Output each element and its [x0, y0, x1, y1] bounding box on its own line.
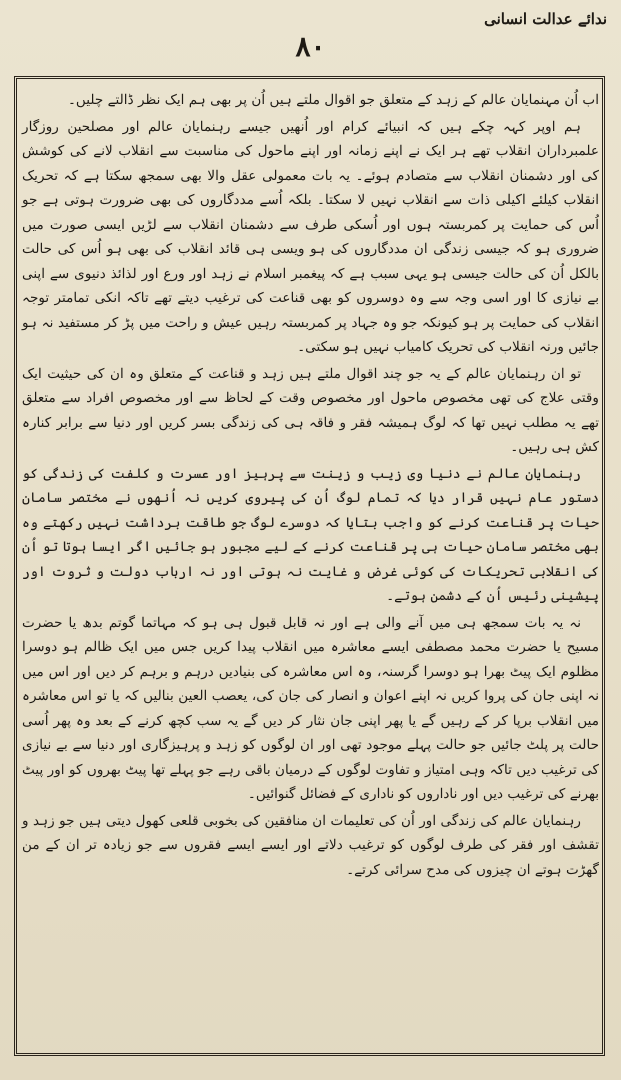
running-title: ندائے عدالت انسانی: [484, 10, 607, 28]
body-text: [22, 88, 599, 1048]
page-number: ۸۰: [295, 29, 326, 63]
paragraph-3: تو ان رہنمایان عالم کے یہ جو چند اقوال ملتے ہیں زہد و قناعت کے متعلق وہ ان کی حیثیت ایک وقتی علاج کی تھی مخصوص ماحول اور مخصوص وقت کے لحاظ سے اور مخصوص افراد سے متعلق تھے یہ مطلب نہیں تھا کہ لوگ ہمیشہ فقر و فاقہ ہی کی زندگی بسر کریں اور دنیا سے برابر کنارہ کش ہی رہیں۔: [22, 365, 599, 455]
paragraph-5: نہ یہ بات سمجھ ہی میں آنے والی ہے اور نہ قابل قبول ہی ہو کہ مہاتما گوتم بدھ یا حضرت مسیح یا حضرت محمد مصطفی ایسے معاشرہ میں انقلاب پیدا کریں جس میں ایک ظالم ہو دوسرا مظلوم ایک پیٹ بھرا ہو دوسرا گرسنہ، وہ اس معاشرہ کی بنیادیں درہم و برہم کر دیں اور اس میں نہ اپنی جان کی پروا کریں نہ اپنے اعوان و انصار کی جان کی، یعصب العین بنالیں کہ یا تو اس معاشرہ میں انقلاب برپا کر کے رہیں گے یا پھر اپنی جان نثار کر دیں گے یہ سب کچھ کرنے کے بعد وہ پھر اُسی حالت پر پلٹ جائیں جو حالت پہلے موجود تھی اور ان لوگوں کو زہد و پرہیزگاری اور دنیا سے بے نیازی کی ترغیب دیں تاکہ وہی امتیاز و تفاوت لوگوں کے درمیان باقی رہے جو پہلے تھا پیٹ بھروں کو اور پیٹ بھرنے کی ترغیب دیں اور ناداروں کو ناداری کے فضائل گنوائیں۔: [22, 614, 599, 802]
paragraph-1: اب اُن مہنمایان عالم کے زہد کے متعلق جو اقوال ملتے ہیں اُن پر بھی ہم ایک نظر ڈالتے چلیں۔: [67, 92, 599, 108]
paragraph-4: رہنمایان عالم نے دنیا وی زیب و زینت سے پرہیز اور عسرت و کلفت کی زندگی کو دستور عام نہیں قرار دیا کہ تمام لوگ اُن کی پیروی کریں نہ اُنھوں نے مختصر سامان حیات پر قناعت کرنے کو واجب بتایا کہ دوسرے لوگ جو طاقت برداشت نہیں رکھتے وہ بھی مختصر سامان حیات ہی پر قناعت کرنے کے لیے مجبور ہو جائیں اگر ایسا ہوتا تو اُن کی انقلابی تحریکات کی کوئی غرض و غایت نہ ہوتی اور نہ ارباب دولت و ثروت اور پیشینی رئیس اُن کے دشمن ہوتے۔: [22, 465, 599, 604]
page-header: [20, 26, 601, 66]
paragraph-2: ہم اوپر کہہ چکے ہیں کہ انبیائے کرام اور اُنھیں جیسے رہنمایان عالم اور مصلحین روزگار علمبرداران انقلاب تھے ہر ایک نے اپنے زمانہ اور اپنے ماحول کی مناسبت سے انقلاب لانے کی کوشش کی اور دشمنان انقلاب سے متصادم ہوئے۔ یہ بات معمولی عقل والا بھی سمجھ سکتا ہے کہ تحریک انقلاب کیلئے اکیلی ذات سے انقلاب نہیں لا سکتا۔ بلکہ اُسے مددگاروں کی بھی ضرورت ہوتی ہے جو اُس کی حمایت پر کمربستہ ہوں اور اُسکی طرف سے دشمنان انقلاب سے لڑیں ایسی صورت میں ضروری ہو کہ جیسی زندگی ان مددگاروں کی ہو ویسی ہی قائد انقلاب کی بھی ہو اُس کی حالت بالکل اُن کی حالت جیسی ہو یہی سبب ہے کہ پیغمبر اسلام نے زہد اور ورع اور لذائذ دنیوی سے اپنی بے نیازی کا اور اسی وجہ سے وہ دوسروں کو بھی قناعت کی ترغیب دیتے تھے تاکہ انکی تمامتر توجہ انقلاب کی حمایت پر ہو کیونکہ جو وہ جہاد پر کمربستہ رہیں عیش و راحت میں پڑ کر مستفید نہ ہو جائیں ورنہ انقلاب کی تحریک کامیاب نہیں ہو سکتی۔: [22, 118, 599, 355]
paragraph-6: رہنمایان عالم کی زندگی اور اُن کی تعلیمات ان منافقین کی بخوبی قلعی کھول دیتی ہیں جو زہد و تقشف اور فقر کی طرف لوگوں کو ترغیب دلاتے اور ایسے ایسے فقروں سے جو زیادہ تر ان کے من گھڑت ہوتے ان چیزوں کی مدح سرائی کرتے۔: [22, 812, 599, 878]
